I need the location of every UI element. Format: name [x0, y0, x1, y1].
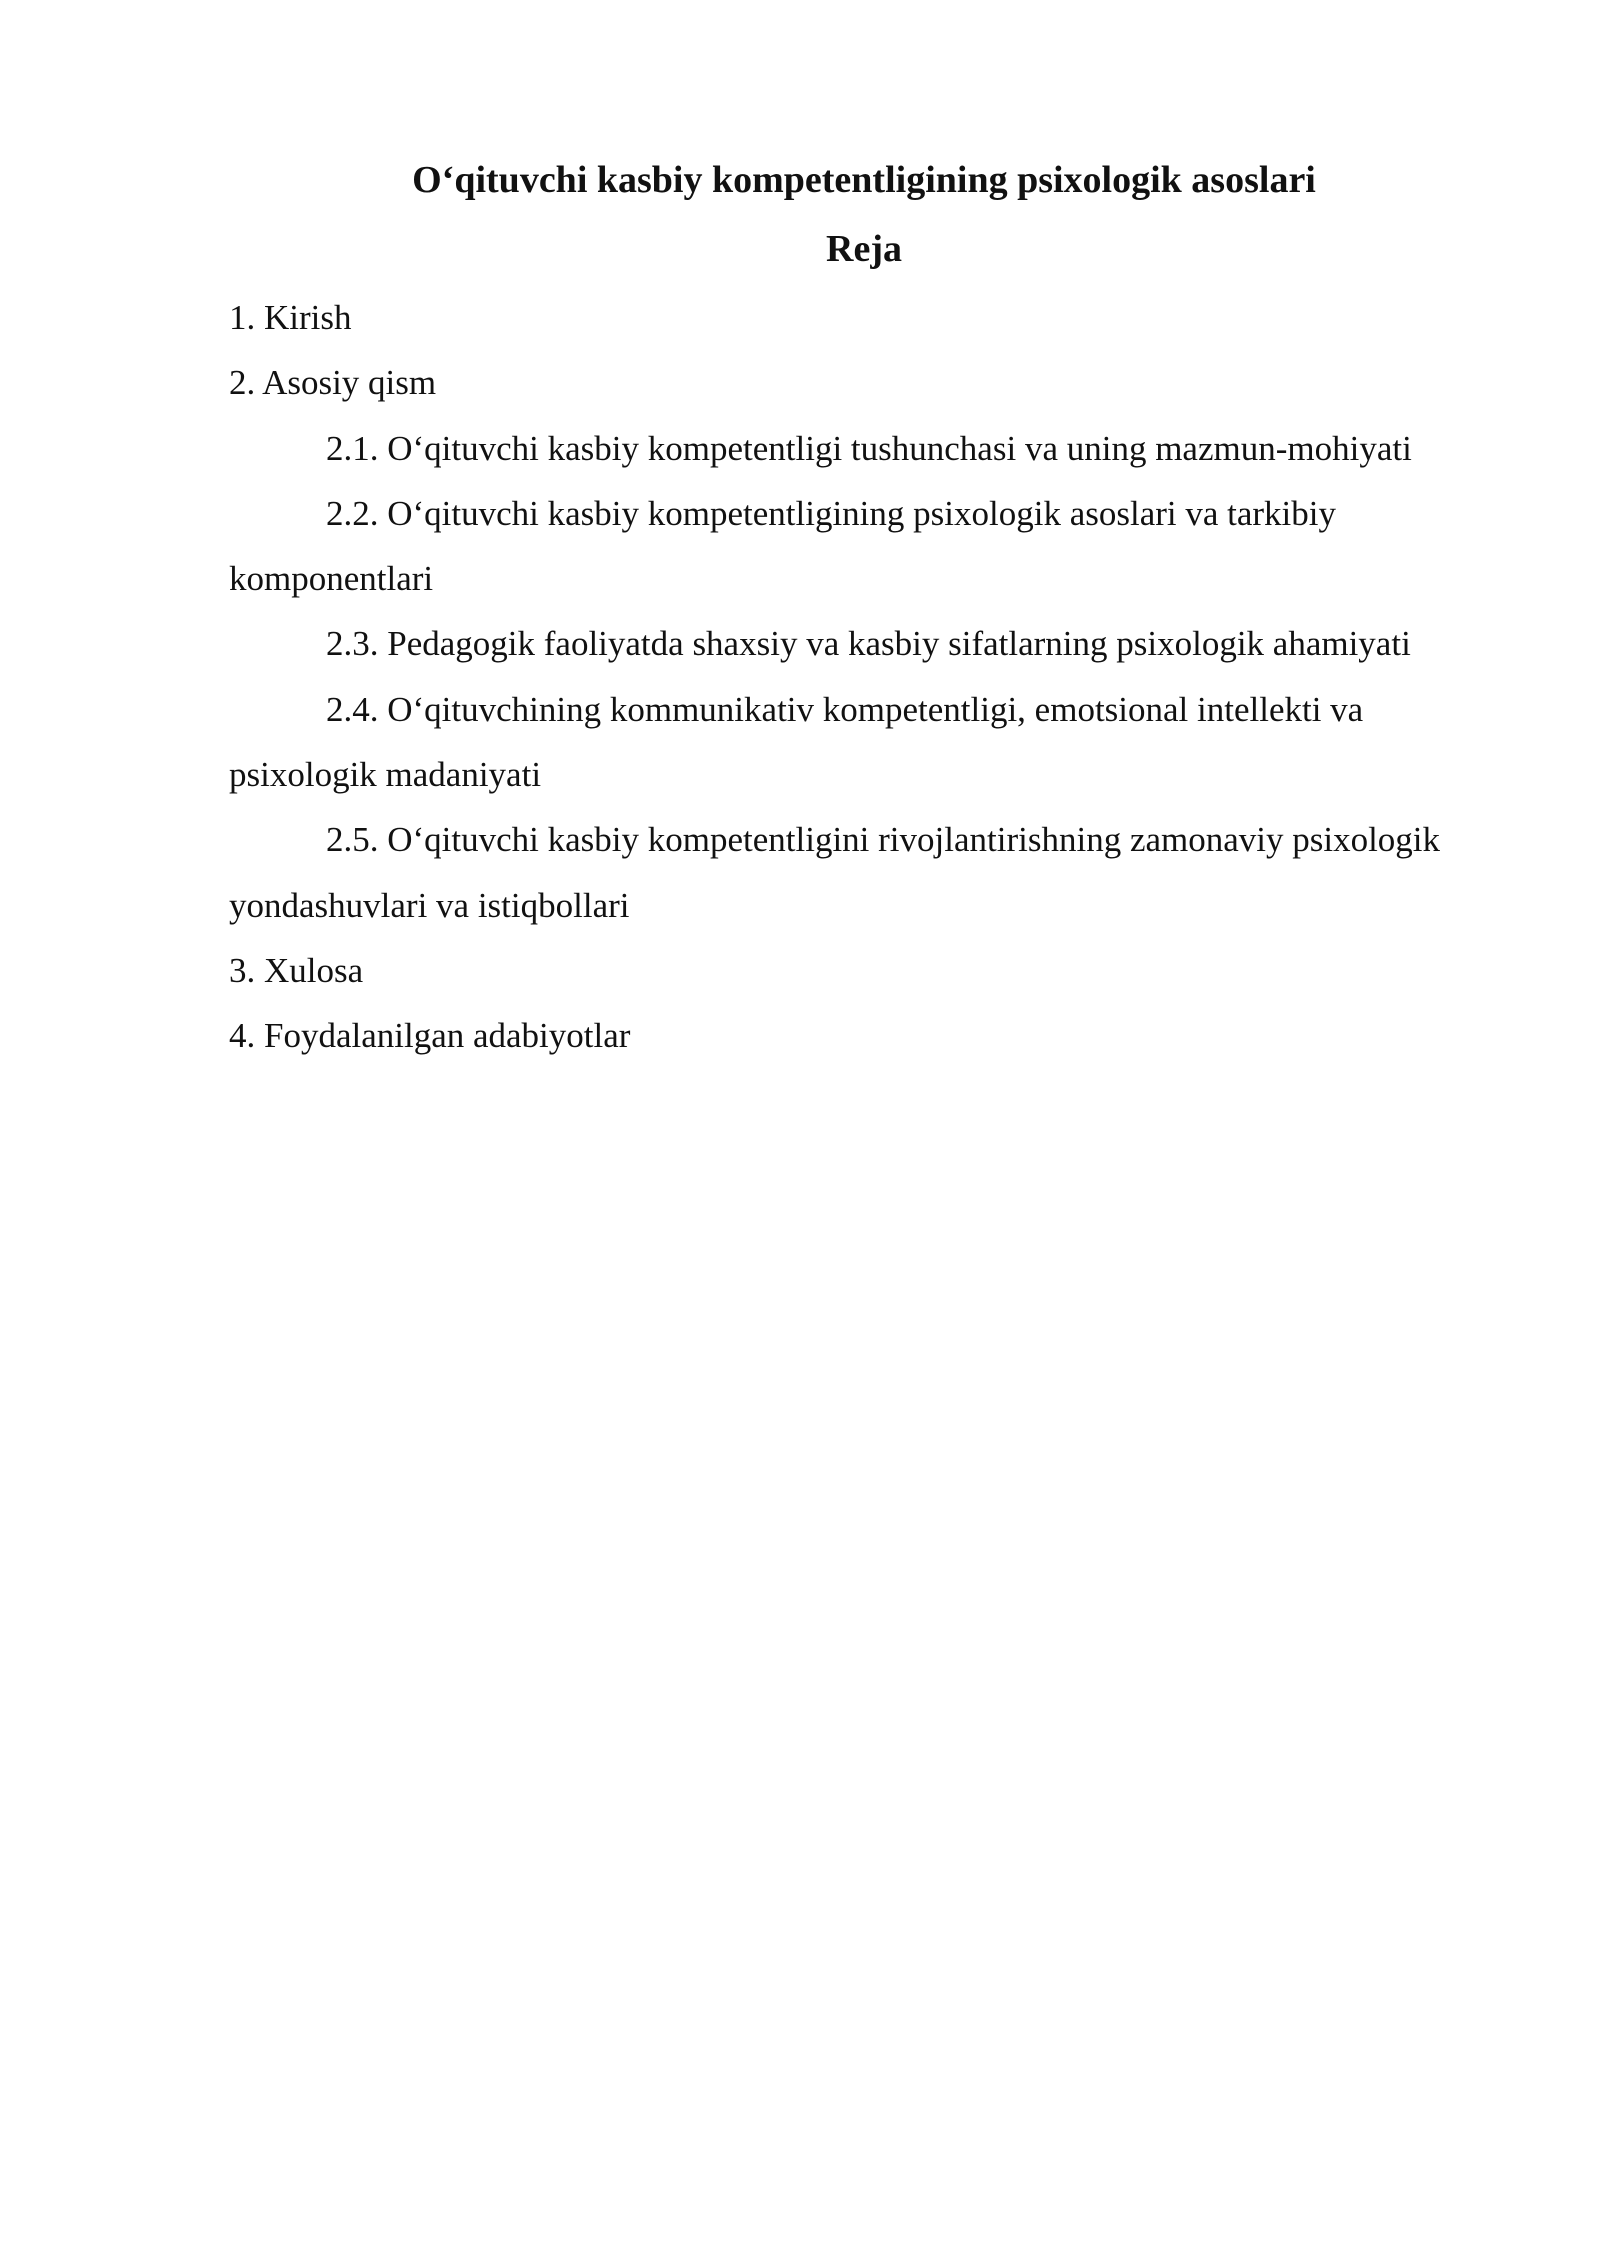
plan-item-main-part: 2. Asosiy qism [229, 363, 437, 403]
plan-heading: Reja [826, 228, 902, 270]
document-title: O‘qituvchi kasbiy kompetentligining psixologik asoslari [412, 159, 1316, 201]
plan-item-intro: 1. Kirish [229, 298, 352, 337]
plan-item-2-5: 2.5. O‘qituvchi kasbiy kompetentligini rivojlantirishning zamonaviy psixologik yondashuvlari va istiqbollari [229, 820, 1441, 925]
plan-item-2-4: 2.4. O‘qituvchining kommunikativ kompetentligi, emotsional intellekti va psixologik madaniyati [229, 689, 1364, 795]
plan-item-references: 4. Foydalanilgan adabiyotlar [229, 1016, 631, 1056]
plan-item-2-1: 2.1. O‘qituvchi kasbiy kompetentligi tushunchasi va uning mazmun-mohiyati [326, 428, 1412, 468]
plan-item-2-3: 2.3. Pedagogik faoliyatda shaxsiy va kasbiy sifatlarning psixologik ahamiyati [326, 624, 1411, 664]
plan-item-2-2: 2.2. O‘qituvchi kasbiy kompetentligining psixologik asoslari va tarkibiy komponentlari [229, 493, 1337, 599]
plan-item-conclusion: 3. Xulosa [229, 950, 364, 990]
document-content [229, 148, 1449, 1069]
plan-list [229, 285, 1449, 1069]
